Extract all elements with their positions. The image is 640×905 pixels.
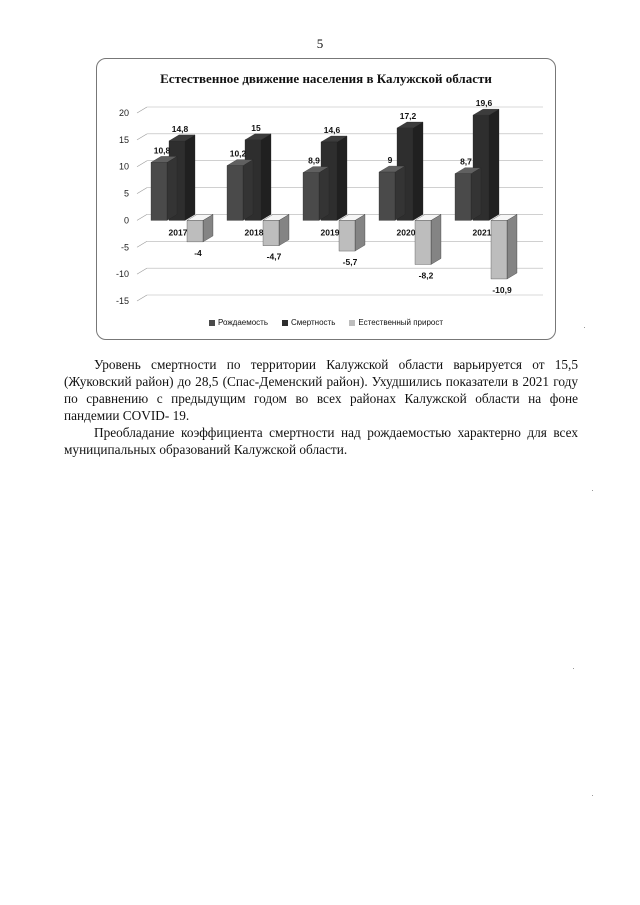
data-label: -10,9: [492, 284, 512, 295]
bar-side: [431, 214, 441, 264]
gridline-diagonal: [137, 107, 147, 113]
bar: [455, 174, 471, 221]
legend-item: [282, 318, 335, 327]
legend-label: Рождаемость: [217, 318, 269, 327]
legend-label: Естественный прирост: [358, 318, 444, 327]
y-tick-label: -15: [115, 296, 129, 306]
chart-legend: [97, 318, 555, 327]
gridline-diagonal: [137, 161, 147, 167]
bar-side: [337, 136, 347, 220]
gridline-diagonal: [137, 295, 147, 301]
chart-plot: [97, 59, 555, 339]
gridline-diagonal: [137, 241, 147, 247]
bar-side: [167, 156, 177, 220]
bar-side: [471, 168, 481, 221]
y-tick-label: 0: [123, 215, 129, 226]
legend-swatch: [349, 320, 355, 326]
y-tick-label: -10: [115, 269, 129, 280]
x-tick-label: 2021: [472, 227, 492, 238]
bar: [263, 220, 279, 245]
data-label: 10,8: [153, 145, 171, 156]
paragraph-1: Уровень смертности по территории Калужской области варьируется от 15,5 (Жуковский район) до 28,5 (Спас-Деменский район). Ухудшились показатели в 2021 году по сравнению с предыдущим годом во всех районах Калужской области на фоне пандемии COVID- 19.: [64, 357, 578, 423]
bar: [491, 220, 507, 279]
body-text: [64, 356, 578, 458]
data-label: -8,2: [418, 270, 434, 281]
legend-item: [349, 318, 443, 327]
gridline-diagonal: [137, 188, 147, 194]
bar-side: [243, 160, 253, 221]
bar-side: [489, 109, 499, 220]
legend-swatch: [209, 320, 215, 326]
data-label: 14,8: [171, 123, 189, 134]
bar-side: [319, 167, 329, 221]
data-label: -4,7: [266, 251, 282, 262]
gridline-diagonal: [137, 268, 147, 274]
data-label: 19,6: [475, 98, 493, 109]
y-tick-label: 10: [118, 161, 129, 172]
gridline-diagonal: [137, 134, 147, 140]
gridline-diagonal: [137, 214, 147, 220]
bar: [151, 162, 167, 220]
legend-item: [209, 318, 268, 327]
data-label: 17,2: [399, 111, 417, 122]
x-tick-label: 2020: [396, 227, 416, 238]
bar: [379, 172, 395, 220]
y-tick-label: 5: [123, 188, 129, 199]
y-tick-label: 15: [118, 134, 129, 145]
data-label: 8,7: [460, 156, 472, 167]
bar: [303, 173, 319, 221]
legend-swatch: [282, 320, 288, 326]
bar-side: [395, 166, 405, 220]
data-label: 8,9: [308, 155, 320, 166]
page-number: 5: [316, 36, 324, 51]
y-tick-label: 20: [118, 108, 129, 118]
legend-label: Смертность: [291, 318, 336, 327]
data-label: 15: [251, 122, 261, 133]
x-tick-label: 2019: [320, 227, 340, 238]
bar-side: [507, 214, 517, 279]
data-label: 14,6: [323, 125, 341, 136]
data-label: 10,2: [229, 148, 247, 159]
bar-side: [413, 122, 423, 220]
chart-title: Естественное движение населения в Калужской области: [160, 71, 492, 86]
bar: [187, 220, 203, 241]
bar-side: [355, 214, 365, 251]
data-label: -5,7: [342, 257, 358, 268]
chart-container: [96, 58, 556, 340]
x-tick-label: 2017: [168, 227, 188, 238]
bar-side: [261, 134, 271, 221]
data-label: -4: [194, 247, 202, 258]
paragraph-2: Преобладание коэффициента смертности над рождаемостью характерно для всех муниципальных образований Калужской области.: [64, 425, 578, 457]
y-tick-label: -5: [120, 242, 129, 253]
bar: [227, 166, 243, 221]
bar: [339, 220, 355, 251]
data-label: 9: [387, 155, 393, 166]
bar: [415, 220, 431, 264]
bar-side: [185, 135, 195, 220]
x-tick-label: 2018: [244, 227, 264, 238]
